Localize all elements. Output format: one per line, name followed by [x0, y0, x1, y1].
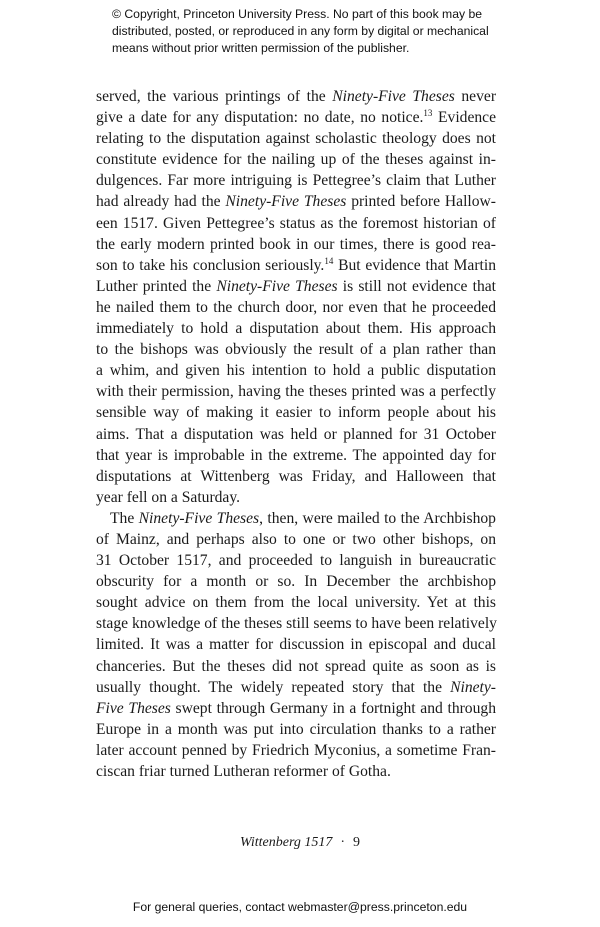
- text-line: [96, 529, 496, 550]
- running-foot-separator: ·: [340, 835, 346, 850]
- text-line: [96, 149, 496, 170]
- text-run: ciscan friar turned Lutheran reformer of Gotha.: [96, 763, 391, 780]
- text-line: [96, 550, 496, 571]
- text-line: [96, 424, 496, 445]
- book-title: Ninety-Five Theses: [225, 193, 347, 211]
- text-run: the early modern printed book in our times, there is good rea-: [96, 235, 496, 253]
- text-line: [96, 318, 496, 339]
- text-run: dulgences. Far more intriguing is Pettegree’s claim that Luther: [96, 172, 496, 190]
- text-line: [96, 656, 496, 677]
- text-run: of Mainz, and perhaps also to one or two other bishops, on: [96, 530, 496, 548]
- footnote-marker: 13: [423, 107, 433, 118]
- text-line: [96, 761, 496, 782]
- text-run: Europe in a month was put into circulation thanks to a rather: [96, 720, 496, 738]
- text-line: [96, 128, 496, 149]
- text-run: sought advice on them from the local university. Yet at this: [96, 594, 496, 612]
- text-line: [96, 402, 496, 423]
- text-run: later account penned by Friedrich Myconius, a sometime Fran-: [96, 741, 496, 759]
- text-run: usually thought. The widely repeated story that the: [96, 678, 451, 696]
- text-run: son to take his conclusion seriously.: [96, 256, 325, 274]
- text-run: year fell on a Saturday.: [96, 488, 241, 506]
- page-number: 9: [353, 835, 361, 850]
- text-line: [96, 234, 496, 255]
- text-run: Luther printed the: [96, 277, 217, 295]
- text-run: obscurity for a month or so. In December the archbishop: [96, 573, 496, 591]
- text-run: But evidence that Martin: [333, 256, 496, 274]
- footnote-marker: 14: [324, 255, 334, 266]
- text-line: [96, 445, 496, 466]
- text-line: [96, 360, 496, 381]
- text-run: stage knowledge of the theses still seems to have been relatively: [96, 615, 497, 633]
- text-line: [96, 634, 496, 655]
- text-run: printed before Hallow-: [346, 193, 496, 211]
- body-text: [96, 86, 496, 782]
- text-run: The: [110, 509, 139, 527]
- text-line: [96, 571, 496, 592]
- contact-footer: For general queries, contact webmaster@press.princeton.edu: [132, 900, 468, 914]
- text-run: that year is improbable in the extreme. The appointed day for: [96, 446, 496, 464]
- text-line: [96, 255, 496, 276]
- text-run: chanceries. But the theses did not spread quite as soon as is: [96, 657, 496, 675]
- copyright-line: means without prior written permission of the publisher.: [112, 41, 410, 55]
- text-run: Evidence: [432, 109, 497, 127]
- copyright-notice: [112, 6, 532, 57]
- text-line: [96, 191, 496, 212]
- text-run: had already had the: [96, 193, 226, 211]
- text-run: never: [454, 88, 497, 105]
- text-run: relating to the disputation against scholastic theology does not: [96, 130, 496, 148]
- text-run: sensible way of making it easier to inform people about his: [96, 404, 496, 422]
- text-run: limited. It was a matter for discussion in episcopal and ducal: [96, 636, 496, 654]
- book-title: Ninety-Five Theses: [216, 277, 338, 295]
- text-run: disputations at Wittenberg was Friday, and Halloween that: [96, 467, 496, 485]
- text-run: to the bishops was obviously the result of a plan rather than: [96, 341, 496, 359]
- copyright-line: © Copyright, Princeton University Press. No part of this book may be: [112, 7, 483, 21]
- text-run: is still not evidence that: [337, 277, 497, 295]
- text-line: [96, 170, 496, 191]
- text-run: , then, were mailed to the Archbishop: [259, 509, 496, 527]
- book-title: Five Theses: [96, 699, 171, 717]
- text-run: swept through Germany in a fortnight and through: [170, 699, 496, 717]
- text-line: [96, 719, 496, 740]
- copyright-line: distributed, posted, or reproduced in any form by digital or mechanical: [112, 24, 489, 38]
- text-run: constitute evidence for the nailing up of the theses against in-: [96, 151, 496, 169]
- text-run: a whim, and given his intention to hold a public disputation: [96, 362, 496, 380]
- text-run: immediately to hold a disputation about them. His approach: [96, 320, 496, 338]
- text-line: [96, 107, 496, 128]
- running-foot: [0, 835, 600, 851]
- text-line: [96, 698, 496, 719]
- text-line: [96, 677, 496, 698]
- text-run: een 1517. Given Pettegree’s status as the foremost historian of: [96, 214, 496, 232]
- text-line: [96, 339, 496, 360]
- text-line: [96, 592, 496, 613]
- text-line: [96, 381, 496, 402]
- book-title: Ninety-Five Theses: [332, 88, 455, 105]
- text-run: with their permission, having the theses printed was a perfectly: [96, 383, 496, 401]
- text-line: [96, 740, 496, 761]
- text-line: [96, 213, 496, 234]
- text-run: 31 October 1517, and proceeded to languish in bureaucratic: [96, 552, 496, 570]
- text-line: [96, 466, 496, 487]
- running-title: Wittenberg 1517: [239, 835, 333, 850]
- text-run: aims. That a disputation was held or planned for 31 October: [96, 425, 496, 443]
- text-run: he nailed them to the church door, nor even that he proceeded: [96, 298, 496, 316]
- text-line: [96, 508, 496, 529]
- text-run: served, the various printings of the: [96, 88, 333, 105]
- text-line: [96, 613, 496, 634]
- text-line: [96, 86, 496, 107]
- book-title: Ninety-Five Theses: [138, 509, 260, 527]
- text-run: give a date for any disputation: no date, no notice.: [96, 109, 424, 127]
- book-title: Ninety-: [450, 678, 496, 696]
- text-line: [96, 276, 496, 297]
- text-line: [96, 487, 496, 508]
- text-line: [96, 297, 496, 318]
